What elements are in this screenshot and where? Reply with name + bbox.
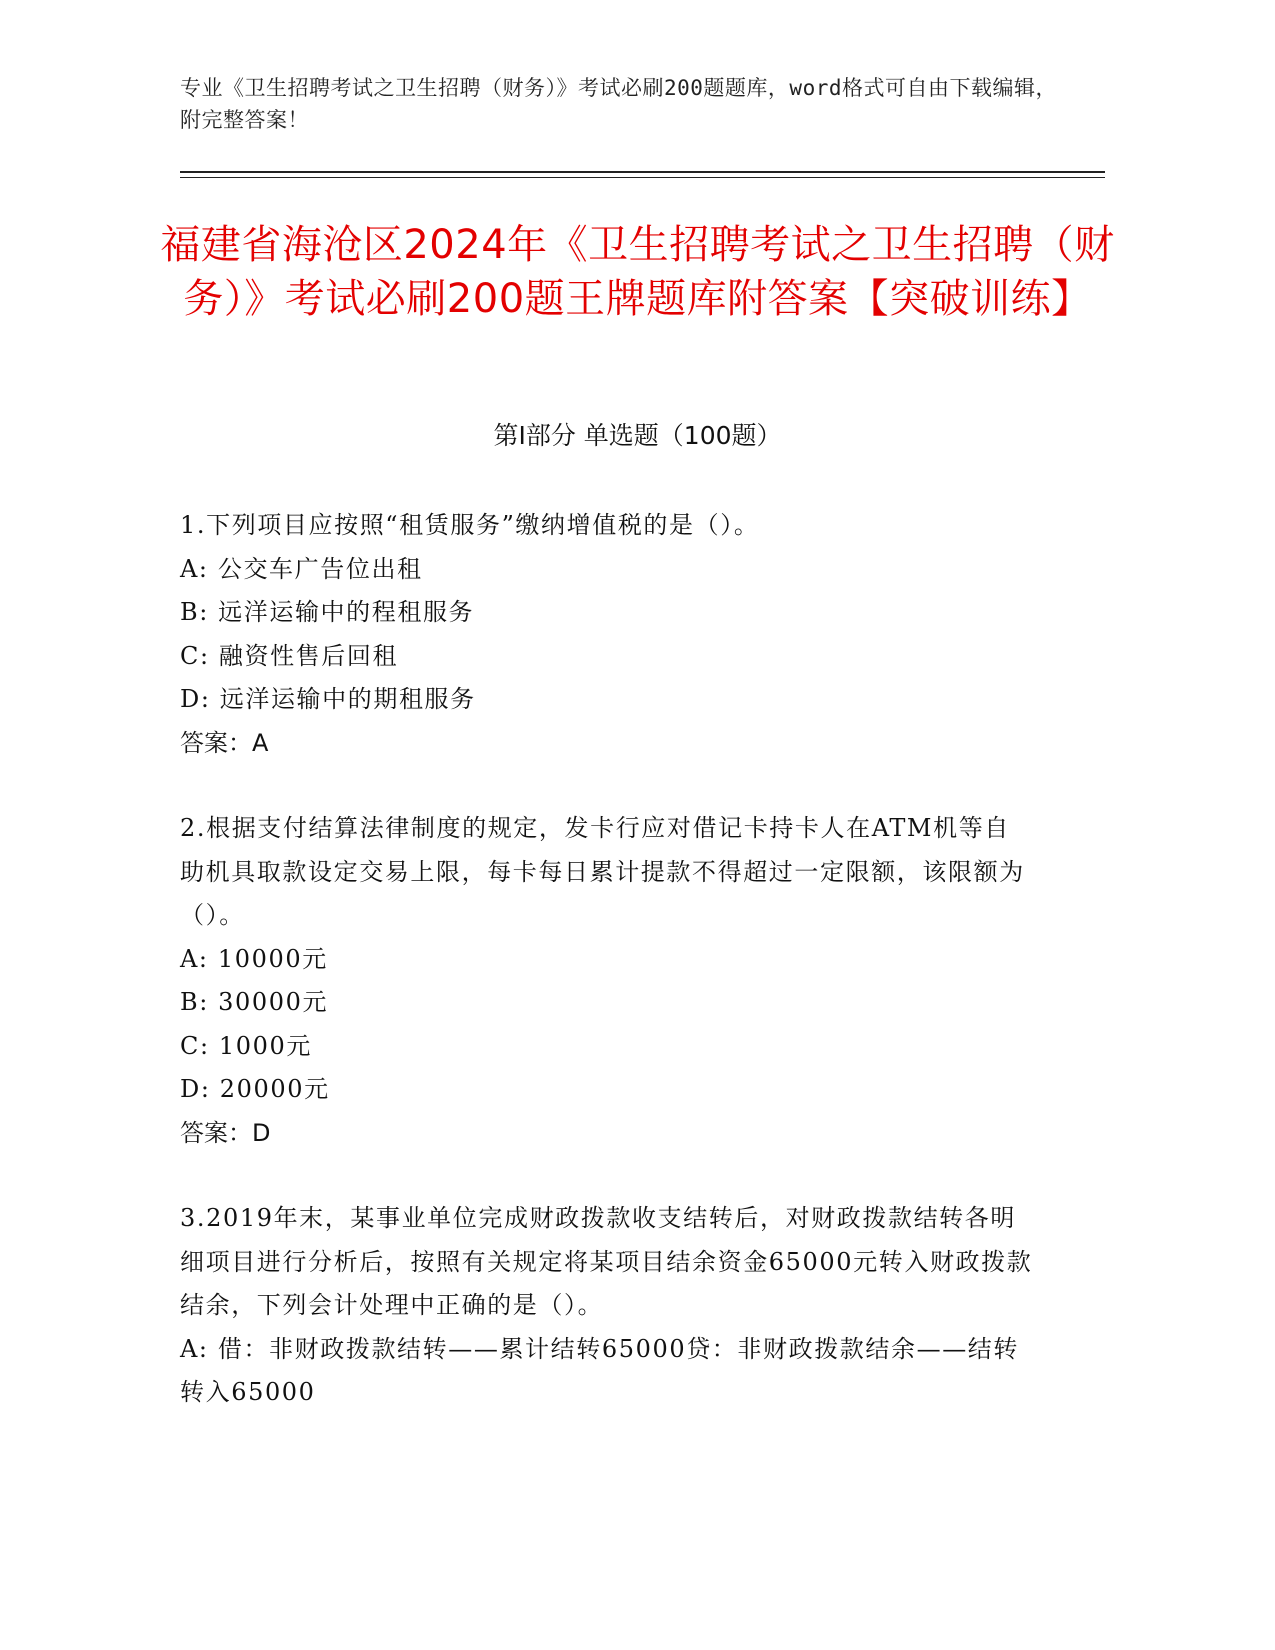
option-a: A: 公交车广告位出租 — [180, 554, 423, 583]
question-item — [180, 504, 1035, 765]
option-a: A: 10000元 — [180, 944, 328, 973]
section-title: 第Ⅰ部分 单选题（100题） — [493, 421, 782, 450]
option-b: B: 远洋运输中的程租服务 — [180, 598, 475, 626]
header-rule-thick — [180, 171, 1105, 173]
header-note: 专业《卫生招聘考试之卫生招聘（财务）》考试必刷200题题库，word格式可自由下载编辑，附完整答案！ — [180, 76, 1057, 132]
option-c: C: 1000元 — [180, 1031, 312, 1060]
document-title: 福建省海沧区2024年《卫生招聘考试之卫生招聘（财务）》考试必刷200题王牌题库附答案【突破训练】 — [160, 222, 1115, 322]
answer-label: 答案：A — [180, 728, 269, 757]
question-stem: 1.下列项目应按照“租赁服务”缴纳增值税的是（）。 — [180, 511, 760, 539]
question-item — [180, 807, 1035, 1155]
question-stem: 2.根据支付结算法律制度的规定，发卡行应对借记卡持卡人在ATM机等自助机具取款设定交易上限，每卡每日累计提款不得超过一定限额，该限额为（）。 — [180, 814, 1025, 929]
option-a: A: 借：非财政拨款结转——累计结转65000贷：非财政拨款结余——结转转入65000 — [180, 1334, 1019, 1406]
option-d: D: 20000元 — [180, 1075, 330, 1103]
option-d: D: 远洋运输中的期租服务 — [180, 685, 476, 713]
option-c: C: 融资性售后回租 — [180, 641, 399, 670]
question-item — [180, 1197, 1035, 1415]
question-list — [180, 504, 1035, 1457]
header-rule-thin — [180, 177, 1105, 178]
answer-label: 答案：D — [180, 1118, 271, 1147]
option-b: B: 30000元 — [180, 988, 329, 1016]
question-stem: 3.2019年末，某事业单位完成财政拨款收支结转后，对财政拨款结转各明细项目进行分析后，按照有关规定将某项目结余资金65000元转入财政拨款结余，下列会计处理中正确的是（）。 — [180, 1204, 1033, 1319]
